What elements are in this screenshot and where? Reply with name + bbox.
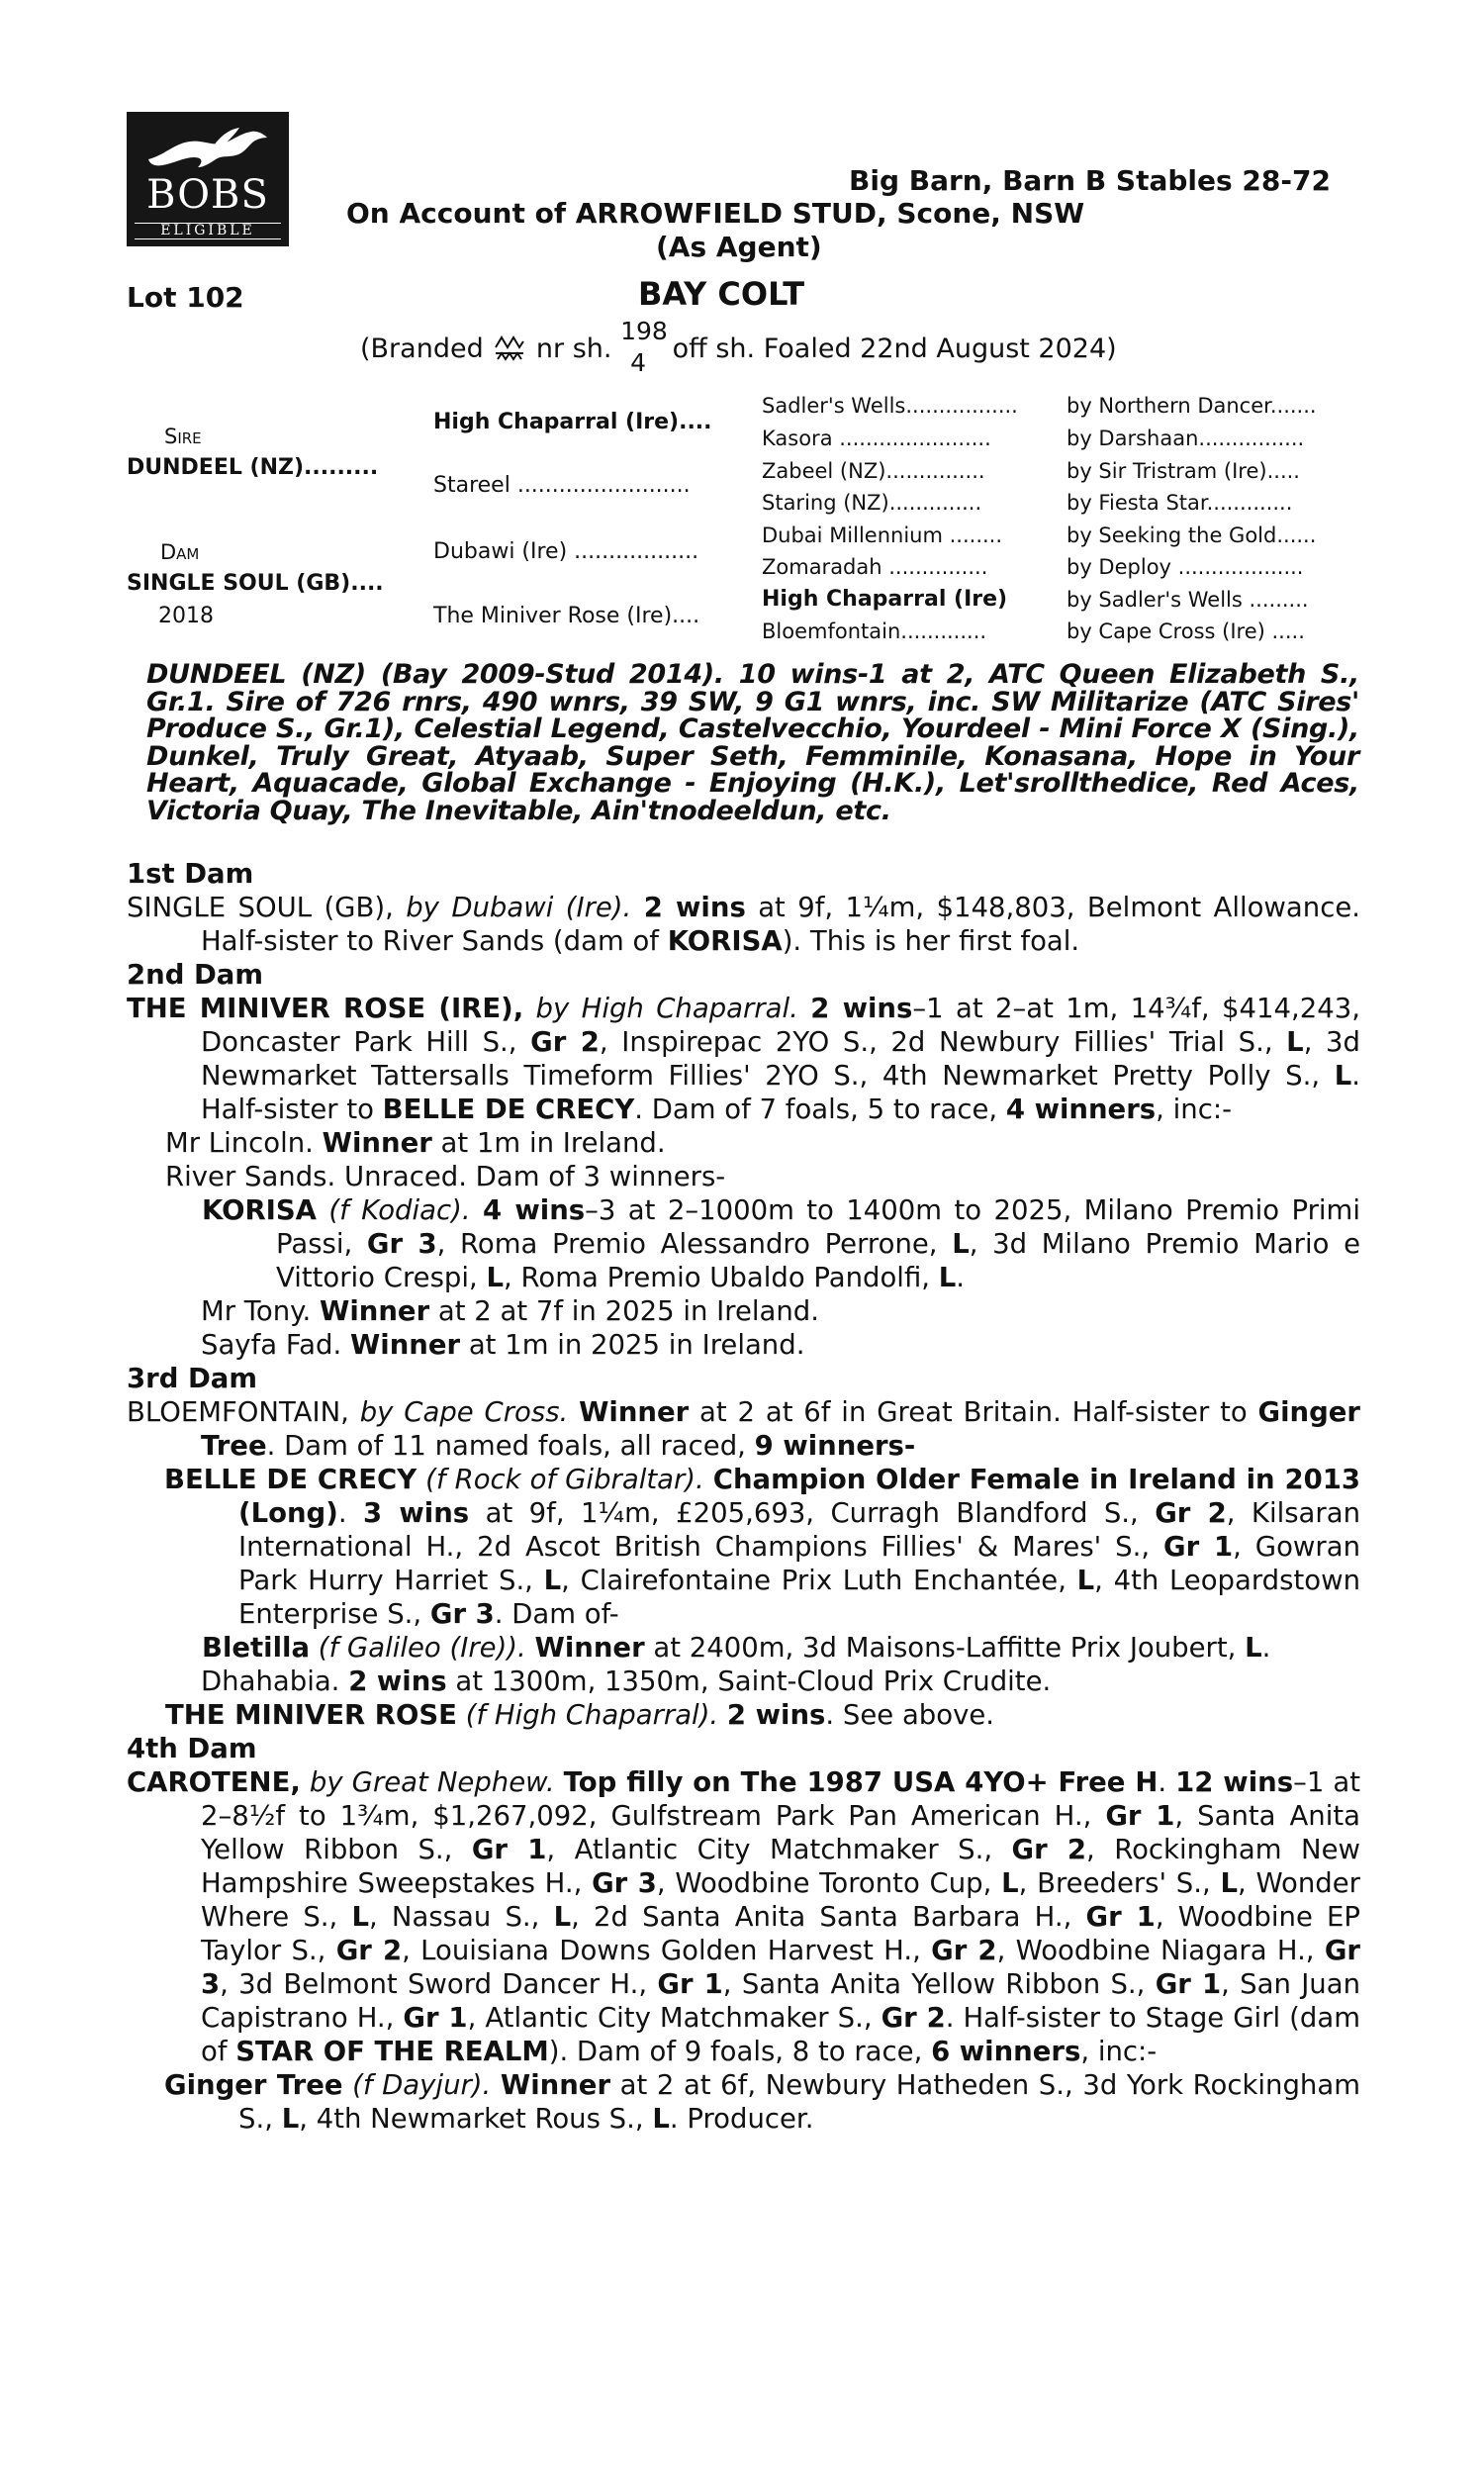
dam-year: 2018 — [158, 604, 214, 628]
brand-mark-icon — [492, 333, 527, 363]
progeny-river-sands: River Sands. Unraced. Dam of 3 winners- — [165, 1161, 726, 1192]
gen3-7: High Chaparral (Ire) — [762, 587, 1008, 612]
dam-label: Dam — [160, 540, 200, 564]
brand-numerator: 198 — [620, 317, 668, 345]
progeny-dhahabia: Dhahabia. 2 wins at 1300m, 1350m, Saint-Cloud Prix Crudite. — [201, 1665, 1052, 1697]
bobs-eligible-logo — [127, 112, 289, 246]
gen3-5: Dubai Millennium ........ — [762, 523, 1003, 547]
fourth-dam-entry: CAROTENE, by Great Nephew. Top filly on The 1987 USA 4YO+ Free H. 12 wins–1 at 2–8½f to 1¾m, $1,267,092, Gulfstream Park Pan American H., Gr 1, Santa Anita Yellow Ribbon S., Gr 1, Atlantic City Matchmaker S., Gr 2, Rockingham New Hampshire Sweepstakes H., Gr 3, Woodbine Toronto Cup, L, Breeders' S., L, Wonder Where S., L, Nassau S., L, 2d Santa Anita Santa Barbara H., Gr 1, Woodbine EP Taylor S., Gr 2, Louisiana Downs Golden Harvest H., Gr 2, Woodbine Niagara H., Gr 3, 3d Belmont Sword Dancer H., Gr 1, Santa Anita Yellow Ribbon S., Gr 1, San Juan Capistrano H., Gr 1, Atlantic City Matchmaker S., Gr 2. Half-sister to Stage Girl (dam of STAR OF THE REALM). Dam of 9 foals, 8 to race, 6 winners, inc:- — [127, 1766, 1361, 2067]
progeny-mr-tony: Mr Tony. Winner at 2 at 7f in 2025 in Ireland. — [201, 1295, 819, 1327]
sire-summary: DUNDEEL (NZ) (Bay 2009-Stud 2014). 10 wins-1 at 2, ATC Queen Elizabeth S., Gr.1. Sire of 726 rnrs, 490 wnrs, 39 SW, 9 G1 wnrs, inc. SW Militarize (ATC Sires' Produce S., Gr.1), Celestial Legend, Castelvecchio, Yourdeel - Mini Force X (Sing.), Dunkel, Truly Great, Atyaab, Super Seth, Femminile, Konasana, Hope in Your Heart, Aquacade, Global Exchange - Enjoying (H.K.), Let'srollthedice, Red Aces, Victoria Quay, The Inevitable, Ain'tnodeeldun, etc. — [146, 659, 1359, 826]
dam-sire: Dubawi (Ire) .................. — [433, 539, 699, 564]
progeny-sayfa-fad: Sayfa Fad. Winner at 1m in 2025 in Ireland. — [201, 1329, 805, 1361]
dam-dam: The Miniver Rose (Ire).... — [433, 604, 700, 628]
gen3-1-by: by Northern Dancer....... — [1067, 394, 1317, 418]
gen3-7-by: by Sadler's Wells ......... — [1067, 588, 1309, 612]
gen3-6-by: by Deploy ................... — [1067, 555, 1304, 579]
sire-dam: Stareel ......................... — [433, 473, 691, 498]
progeny-ginger-tree: Ginger Tree (f Dayjur). Winner at 2 at 6f, Newbury Hatheden S., 3d York Rockingham S., L, 4th Newmarket Rous S., L. Producer. — [164, 2069, 1361, 2135]
gen3-2: Kasora ....................... — [762, 427, 991, 450]
progeny-the-miniver-rose: THE MINIVER ROSE (f High Chaparral). 2 wins. See above. — [165, 1699, 995, 1731]
logo-subtitle: ELIGIBLE — [135, 223, 281, 239]
brand-prefix: (Branded — [360, 333, 484, 364]
second-dam-heading: 2nd Dam — [127, 959, 264, 991]
location-line: Big Barn, Barn B Stables 28-72 — [849, 164, 1331, 197]
gen3-8-by: by Cape Cross (Ire) ..... — [1067, 619, 1305, 643]
gen3-8: Bloemfontain............. — [762, 619, 987, 643]
progeny-korisa: KORISA (f Kodiac). 4 wins–3 at 2–1000m to 1400m to 2025, Milano Premio Primi Passi, Gr 3, Roma Premio Alessandro Perrone, L, 3d Milano Premio Mario e Vittorio Crespi, L, Roma Premio Ubaldo Pandolfi, L. — [202, 1194, 1361, 1293]
gen3-1: Sadler's Wells................. — [762, 394, 1018, 418]
brand-denominator: 4 — [630, 348, 646, 377]
agent-line: (As Agent) — [656, 231, 822, 263]
third-dam-entry: BLOEMFONTAIN, by Cape Cross. Winner at 2 at 6f in Great Britain. Half-sister to Ginger Tree. Dam of 11 named foals, all raced, 9 winners- — [127, 1396, 1360, 1462]
gen3-3: Zabeel (NZ)............... — [762, 459, 985, 483]
gen3-4: Staring (NZ).............. — [762, 491, 982, 515]
progeny-bletilla: Bletilla (f Galileo (Ire)). Winner at 2400m, 3d Maisons-Laffitte Prix Joubert, L. — [202, 1632, 1271, 1664]
gen3-6: Zomaradah ............... — [762, 555, 988, 579]
gen3-3-by: by Sir Tristram (Ire)..... — [1067, 459, 1300, 483]
pedigree-body — [127, 857, 1360, 2136]
logo-brand: BOBS — [146, 172, 269, 218]
sire-name: DUNDEEL (NZ)......... — [127, 455, 379, 480]
third-dam-heading: 3rd Dam — [127, 1363, 257, 1394]
lot-title: BAY COLT — [638, 275, 805, 313]
second-dam-entry: THE MINIVER ROSE (IRE), by High Chaparral. 2 wins–1 at 2–at 1m, 14¾f, $414,243, Doncaster Park Hill S., Gr 2, Inspirepac 2YO S., 2d Newbury Fillies' Trial S., L, 3d Newmarket Tattersalls Timeform Fillies' 2YO S., 4th Newmarket Pretty Polly S., L. Half-sister to BELLE DE CRECY. Dam of 7 foals, 5 to race, 4 winners, inc:- — [127, 993, 1361, 1125]
gen3-5-by: by Seeking the Gold...... — [1067, 523, 1317, 547]
fourth-dam-heading: 4th Dam — [127, 1733, 257, 1764]
first-dam-heading: 1st Dam — [127, 858, 254, 890]
first-dam-entry: SINGLE SOUL (GB), by Dubawi (Ire). 2 wins at 9f, 1¼m, $148,803, Belmont Allowance. Half-sister to River Sands (dam of KORISA). This is her first foal. — [127, 892, 1360, 957]
brand-mid: nr sh. — [535, 333, 612, 364]
lot-number: Lot 102 — [127, 281, 244, 314]
dam-name: SINGLE SOUL (GB).... — [127, 571, 384, 596]
gen3-4-by: by Fiesta Star............. — [1067, 491, 1293, 515]
brand-fraction — [620, 317, 668, 377]
brand-line — [360, 317, 1117, 377]
sire-label: Sire — [164, 425, 202, 448]
horse-icon — [144, 126, 271, 171]
account-line: On Account of ARROWFIELD STUD, Scone, NSW — [346, 197, 1085, 230]
progeny-belle-de-crecy: BELLE DE CRECY (f Rock of Gibraltar). Champion Older Female in Ireland in 2013 (Long). 3 wins at 9f, 1¼m, £205,693, Curragh Blandford S., Gr 2, Kilsaran International H., 2d Ascot British Champions Fillies' & Mares' S., Gr 1, Gowran Park Hurry Harriet S., L, Clairefontaine Prix Luth Enchantée, L, 4th Leopardstown Enterprise S., Gr 3. Dam of- — [164, 1464, 1361, 1630]
progeny-mr-lincoln: Mr Lincoln. Winner at 1m in Ireland. — [165, 1127, 666, 1159]
brand-suffix: off sh. Foaled 22nd August 2024) — [672, 333, 1117, 364]
sire-sire: High Chaparral (Ire).... — [433, 410, 712, 434]
gen3-2-by: by Darshaan................ — [1067, 427, 1305, 450]
